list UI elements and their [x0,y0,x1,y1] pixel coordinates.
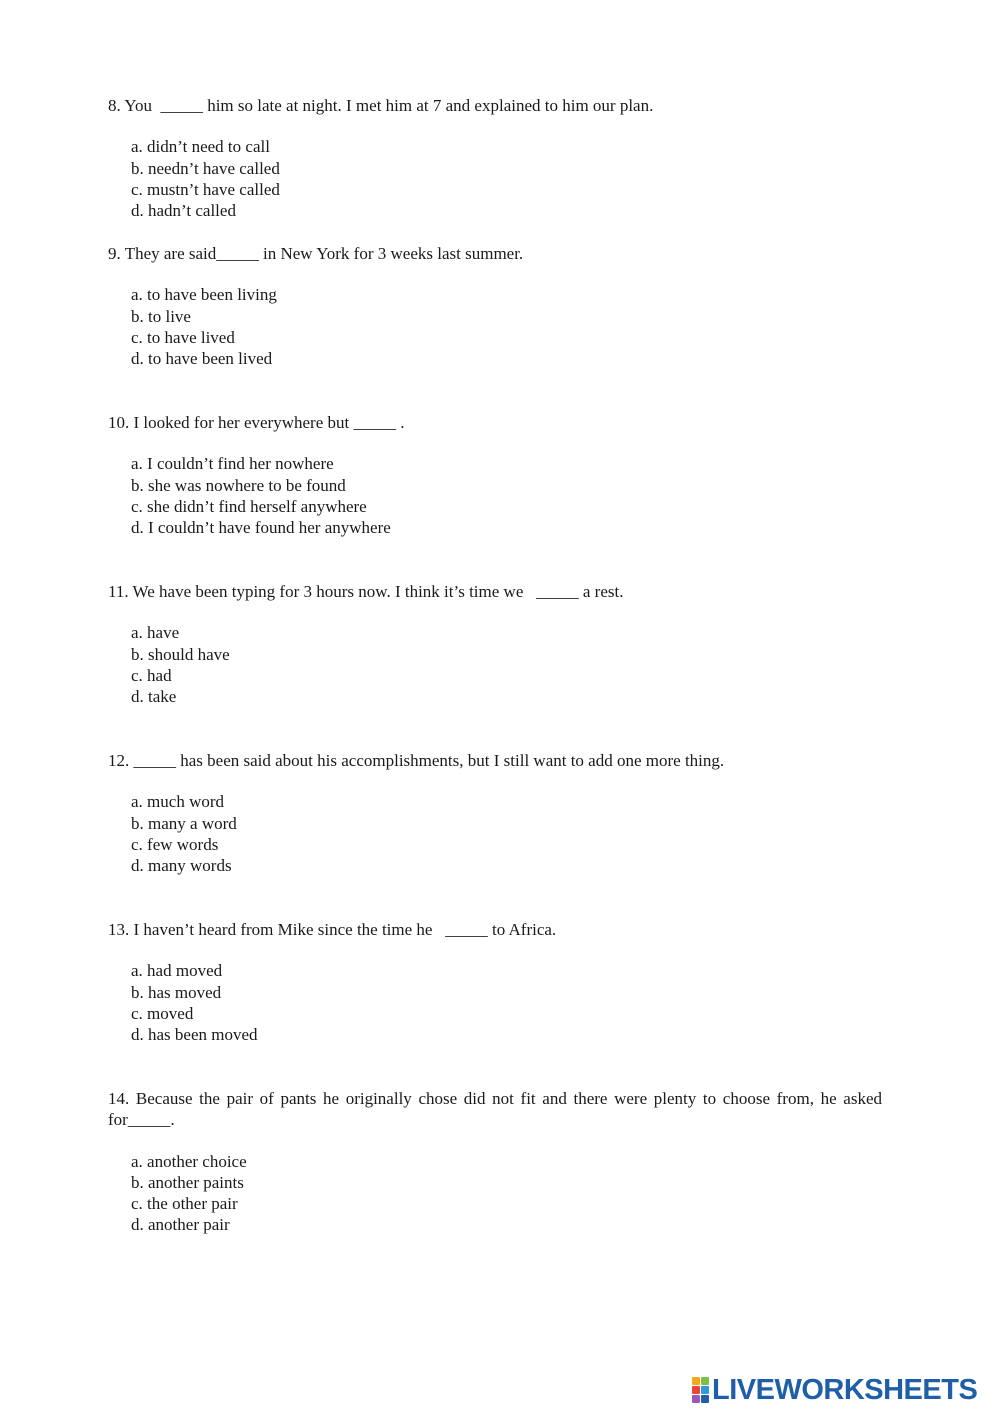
option-d[interactable]: d. I couldn’t have found her anywhere [131,518,391,538]
option-a[interactable]: a. another choice [131,1151,247,1171]
logo-square [701,1377,709,1385]
answer-options [131,453,882,538]
logo-square [692,1386,700,1394]
question-14 [108,1088,887,1236]
option-b[interactable]: b. many a word [131,813,237,833]
question-stem: 10. I looked for her everywhere but _____ . [108,413,405,432]
option-d[interactable]: d. take [131,687,177,707]
option-b[interactable]: b. should have [131,644,230,664]
answer-options [131,791,882,876]
option-d[interactable]: d. has been moved [131,1025,258,1045]
question-stem: 11. We have been typing for 3 hours now. I think it’s time we _____ a rest. [108,582,624,601]
option-c[interactable]: c. mustn’t have called [131,179,280,199]
answer-options [131,960,882,1045]
answer-options [131,136,882,221]
option-c[interactable]: c. the other pair [131,1194,238,1214]
option-b[interactable]: b. needn’t have called [131,158,280,178]
option-d[interactable]: d. another pair [131,1215,230,1235]
option-c[interactable]: c. to have lived [131,327,235,347]
logo-square [701,1386,709,1394]
option-a[interactable]: a. to have been living [131,285,277,305]
question-12 [108,750,882,876]
liveworksheets-logo-icon [692,1377,709,1403]
option-d[interactable]: d. many words [131,856,232,876]
option-c[interactable]: c. few words [131,834,219,854]
option-b[interactable]: b. she was nowhere to be found [131,475,346,495]
answer-options [131,284,882,369]
logo-square [692,1377,700,1385]
question-stem: 8. You _____ him so late at night. I met him at 7 and explained to him our plan. [108,96,654,115]
question-10 [108,412,882,538]
liveworksheets-logo[interactable] [692,1375,977,1405]
answer-options [131,622,882,707]
question-stem: 14. Because the pair of pants he originally chose did not fit and there were plenty to choose from, he asked for_____. [108,1089,887,1130]
option-b[interactable]: b. has moved [131,982,222,1002]
question-8 [108,95,882,221]
logo-square [701,1395,709,1403]
option-a[interactable]: a. much word [131,792,225,812]
answer-options [131,1151,882,1236]
question-13 [108,919,882,1045]
logo-square [692,1395,700,1403]
option-c[interactable]: c. moved [131,1003,194,1023]
option-c[interactable]: c. had [131,665,172,685]
option-b[interactable]: b. to live [131,306,191,326]
option-d[interactable]: d. hadn’t called [131,201,236,221]
option-b[interactable]: b. another paints [131,1172,244,1192]
question-stem: 13. I haven’t heard from Mike since the time he _____ to Africa. [108,920,557,939]
logo-text: LIVEWORKSHEETS [712,1374,978,1406]
question-9 [108,243,882,369]
option-a[interactable]: a. have [131,623,180,643]
option-c[interactable]: c. she didn’t find herself anywhere [131,496,367,516]
question-stem: 12. _____ has been said about his accomplishments, but I still want to add one more thing. [108,751,725,770]
option-a[interactable]: a. I couldn’t find her nowhere [131,454,334,474]
question-11 [108,581,882,707]
option-a[interactable]: a. didn’t need to call [131,137,270,157]
question-stem: 9. They are said_____ in New York for 3 weeks last summer. [108,244,524,263]
option-d[interactable]: d. to have been lived [131,349,273,369]
option-a[interactable]: a. had moved [131,961,223,981]
